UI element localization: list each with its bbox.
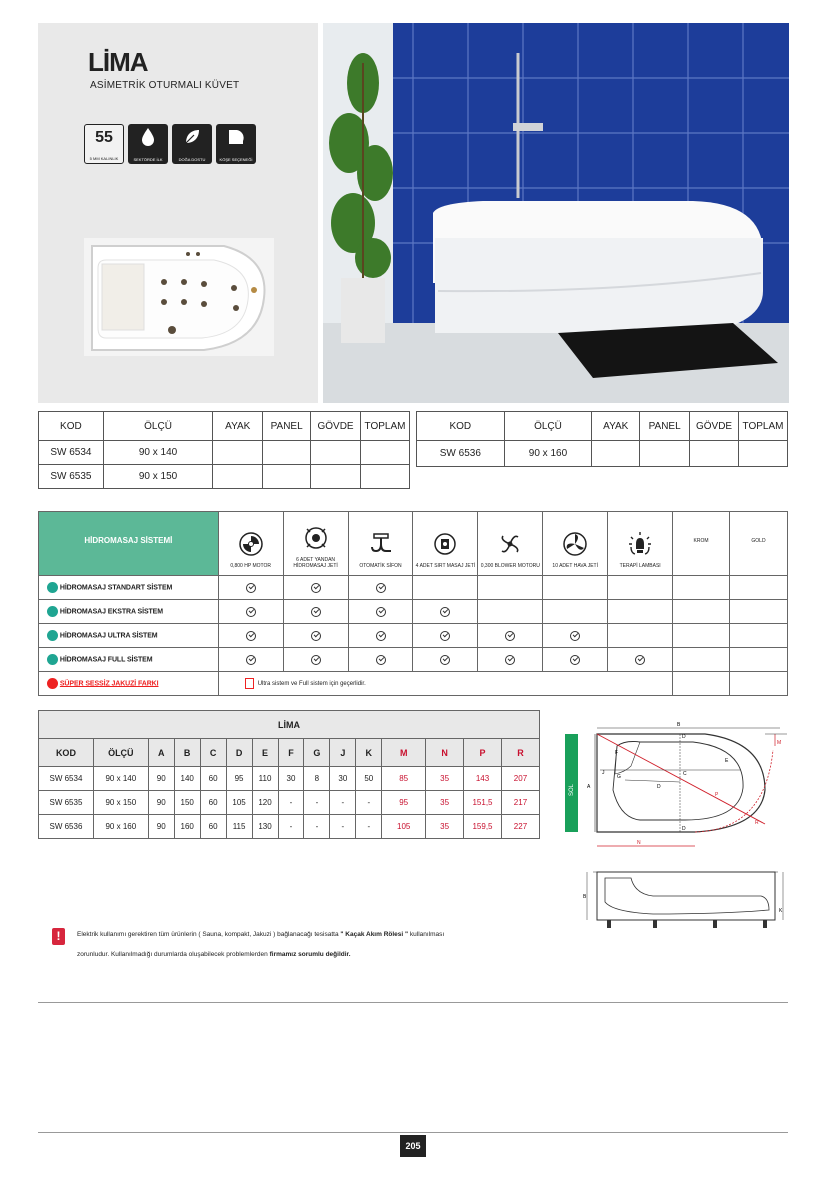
letter-d-bottom: D (682, 826, 686, 832)
letter-n: N (637, 840, 641, 846)
table-row (39, 441, 410, 465)
cell: 60 (200, 791, 226, 815)
price-table-left (38, 411, 410, 489)
check-icon (311, 607, 321, 617)
empty-cell (608, 600, 673, 624)
empty-cell (608, 576, 673, 600)
check-cell (413, 648, 478, 672)
empty-cell (729, 600, 787, 624)
eco-leaf-icon: DOĞA DOSTU (172, 124, 212, 164)
letter-b: B (677, 722, 681, 728)
col-ayak: AYAK (592, 412, 640, 441)
cell: 8 (304, 767, 330, 791)
cell: 150 (174, 791, 200, 815)
feature-badges (84, 124, 256, 164)
check-icon (376, 631, 386, 641)
cell: 151,5 (464, 791, 502, 815)
col-f: F (278, 739, 304, 767)
col-govde: GÖVDE (690, 412, 739, 441)
check-cell (413, 600, 478, 624)
check-cell (608, 648, 673, 672)
table-row (39, 767, 540, 791)
check-cell (218, 624, 283, 648)
cell: 60 (200, 767, 226, 791)
check-icon (311, 583, 321, 593)
letter-f: F (615, 750, 619, 756)
check-cell (283, 624, 348, 648)
check-cell (543, 648, 608, 672)
cell: 95 (226, 767, 252, 791)
feature-motor: 0,800 HP MOTOR (218, 512, 283, 576)
siphon-icon (368, 531, 394, 557)
footer-divider (38, 1132, 788, 1133)
check-icon (376, 583, 386, 593)
empty-cell (673, 600, 730, 624)
teal-dot-icon (47, 630, 58, 641)
cell: 115 (226, 815, 252, 839)
col-krom: KROM (673, 512, 730, 576)
check-icon (311, 631, 321, 641)
cell-empty (263, 441, 311, 465)
cell: 50 (356, 767, 382, 791)
check-icon (440, 631, 450, 641)
col-j: J (330, 739, 356, 767)
empty-cell (729, 624, 787, 648)
silent-row (39, 672, 788, 696)
letter-e: E (725, 758, 729, 764)
letter-c: C (683, 771, 687, 777)
check-icon (246, 607, 256, 617)
cell: 60 (200, 815, 226, 839)
col-olcu: ÖLÇÜ (103, 412, 213, 441)
empty-cell (543, 600, 608, 624)
empty-cell (729, 576, 787, 600)
letter-m: M (777, 740, 782, 746)
cell: 207 (501, 767, 539, 791)
hydromassage-title: HİDROMASAJ SİSTEMİ (39, 512, 219, 576)
col-r: R (501, 739, 539, 767)
check-icon (440, 607, 450, 617)
check-icon (246, 631, 256, 641)
check-cell (218, 648, 283, 672)
cell: - (330, 791, 356, 815)
col-panel: PANEL (263, 412, 311, 441)
cell-empty (263, 465, 311, 489)
cell: 90 x 140 (93, 767, 148, 791)
table-header-row (39, 412, 410, 441)
note-icon (245, 678, 254, 689)
cell-empty (361, 465, 410, 489)
col-olcu: ÖLÇÜ (93, 739, 148, 767)
cell-empty (739, 441, 788, 467)
top-view-diagram (565, 720, 787, 855)
dimensions-caption: LİMA (39, 711, 540, 739)
cell: - (356, 815, 382, 839)
product-title: LİMA (88, 47, 148, 77)
check-cell (478, 648, 543, 672)
check-icon (376, 607, 386, 617)
col-kod: KOD (417, 412, 505, 441)
letter-r: R (755, 820, 759, 826)
cell-empty (640, 441, 690, 467)
letter-p: P (715, 792, 719, 798)
cell: 110 (252, 767, 278, 791)
cell: 105 (226, 791, 252, 815)
system-row-full (39, 648, 788, 672)
dimensions-table (38, 710, 540, 839)
check-cell (348, 600, 413, 624)
cell: 90 (148, 767, 174, 791)
system-label: HİDROMASAJ FULL SİSTEM (39, 648, 219, 672)
cell: 217 (501, 791, 539, 815)
empty-cell (608, 624, 673, 648)
cell: 30 (330, 767, 356, 791)
teal-dot-icon (47, 654, 58, 665)
lamp-icon (627, 531, 653, 557)
system-label: HİDROMASAJ STANDART SİSTEM (39, 576, 219, 600)
cell: - (304, 791, 330, 815)
cell-olcu: 90 x 150 (103, 465, 213, 489)
letter-d-top: D (682, 734, 686, 740)
check-icon (440, 655, 450, 665)
bathroom-photo (323, 23, 789, 403)
tub-top-view-image (84, 238, 274, 356)
check-icon (246, 583, 256, 593)
page-number: 205 (400, 1135, 426, 1157)
table-row (417, 441, 788, 467)
table-row (39, 791, 540, 815)
letter-d: D (657, 784, 661, 790)
check-cell (543, 624, 608, 648)
feature-siphon: OTOMATİK SİFON (348, 512, 413, 576)
empty-cell (478, 600, 543, 624)
check-icon (505, 655, 515, 665)
cell: - (330, 815, 356, 839)
feature-side-jet: 6 ADET YANDAN HİDROMASAJ JETİ (283, 512, 348, 576)
product-subtitle: ASİMETRİK OTURMALI KÜVET (90, 80, 240, 91)
side-label-text: SOL (569, 783, 575, 797)
col-e: E (252, 739, 278, 767)
cell: SW 6536 (39, 815, 94, 839)
dimensions-header-row (39, 739, 540, 767)
check-cell (218, 600, 283, 624)
back-jet-icon (432, 531, 458, 557)
check-cell (283, 576, 348, 600)
system-row-ultra (39, 624, 788, 648)
feature-lamp: TERAPİ LAMBASI (608, 512, 673, 576)
check-cell (283, 648, 348, 672)
drop-icon: SEKTÖRDE İLK (128, 124, 168, 164)
col-kod: KOD (39, 739, 94, 767)
cell: 159,5 (464, 815, 502, 839)
cell-kod: SW 6535 (39, 465, 104, 489)
table-row (39, 815, 540, 839)
col-c: C (200, 739, 226, 767)
empty-cell (673, 624, 730, 648)
letter-a: A (587, 784, 591, 790)
cell: 90 (148, 791, 174, 815)
dimensions-caption-row (39, 711, 540, 739)
col-n: N (426, 739, 464, 767)
cell-kod: SW 6534 (39, 441, 104, 465)
empty-cell (729, 672, 787, 696)
col-govde: GÖVDE (311, 412, 361, 441)
cell: 160 (174, 815, 200, 839)
letter-j: J (602, 770, 605, 776)
check-icon (246, 655, 256, 665)
cell: 35 (426, 791, 464, 815)
cell-empty (311, 465, 361, 489)
cell: - (304, 815, 330, 839)
cell: 105 (382, 815, 426, 839)
check-cell (283, 600, 348, 624)
col-k: K (356, 739, 382, 767)
empty-cell (673, 648, 730, 672)
empty-cell (543, 576, 608, 600)
red-dot-icon (47, 678, 58, 689)
cell-empty (592, 441, 640, 467)
col-panel: PANEL (640, 412, 690, 441)
silent-label: SÜPER SESSİZ JAKUZİ FARKI (39, 672, 219, 696)
cell-empty (213, 441, 263, 465)
cell: 120 (252, 791, 278, 815)
motor-icon (238, 531, 264, 557)
check-icon (570, 655, 580, 665)
check-cell (348, 576, 413, 600)
check-cell (348, 624, 413, 648)
col-m: M (382, 739, 426, 767)
col-g: G (304, 739, 330, 767)
cell-olcu: 90 x 160 (504, 441, 592, 467)
cell-olcu: 90 x 140 (103, 441, 213, 465)
cell-empty (213, 465, 263, 489)
cell: 90 x 160 (93, 815, 148, 839)
empty-cell (673, 672, 730, 696)
warning-text: Elektrik kullanımı gerektiren tüm ürünlerin ( Sauna, kompakt, Jakuzi ) bağlanacağı tesisatta " Kaçak Akım Rölesi " kullanılması zorunludur. Kullanılmadığı durumlarda oluşabilecek problemlerden firmamız sorumlu değildir. (77, 931, 445, 958)
cell: SW 6534 (39, 767, 94, 791)
cell: 90 x 150 (93, 791, 148, 815)
hydromassage-header-row (39, 512, 788, 576)
cell: - (278, 791, 304, 815)
check-icon (311, 655, 321, 665)
col-b: B (174, 739, 200, 767)
letter-k: K (779, 908, 783, 914)
cell: 227 (501, 815, 539, 839)
letter-b-side: B (583, 894, 587, 900)
system-row-standart (39, 576, 788, 600)
cell: 90 (148, 815, 174, 839)
check-icon (570, 631, 580, 641)
col-gold: GOLD (729, 512, 787, 576)
cell: SW 6535 (39, 791, 94, 815)
letter-g: G (617, 774, 621, 780)
empty-cell (729, 648, 787, 672)
blower-icon (497, 531, 523, 557)
col-olcu: ÖLÇÜ (504, 412, 592, 441)
col-toplam: TOPLAM (739, 412, 788, 441)
check-icon (376, 655, 386, 665)
thickness-55-icon: 55 5 MM KALINLIK (84, 124, 124, 164)
price-table-right (416, 411, 788, 467)
side-view-diagram (583, 864, 788, 934)
air-jet-icon (562, 531, 588, 557)
warning-icon: ! (52, 928, 65, 945)
table-header-row (417, 412, 788, 441)
col-kod: KOD (39, 412, 104, 441)
hydromassage-table (38, 511, 788, 696)
system-label: HİDROMASAJ ULTRA SİSTEM (39, 624, 219, 648)
check-cell (413, 624, 478, 648)
system-row-ekstra (39, 600, 788, 624)
cell: 95 (382, 791, 426, 815)
empty-cell (673, 576, 730, 600)
feature-blower: 0,300 BLOWER MOTORU (478, 512, 543, 576)
empty-cell (478, 576, 543, 600)
teal-dot-icon (47, 582, 58, 593)
side-jet-icon (303, 525, 329, 551)
cell: 35 (426, 767, 464, 791)
empty-cell (413, 576, 478, 600)
check-icon (635, 655, 645, 665)
check-icon (505, 631, 515, 641)
cell: 130 (252, 815, 278, 839)
cell-empty (690, 441, 739, 467)
cell: 30 (278, 767, 304, 791)
cell: - (278, 815, 304, 839)
cell: 143 (464, 767, 502, 791)
table-row (39, 465, 410, 489)
side-label-bar (565, 734, 578, 832)
divider (38, 1002, 788, 1003)
cell: 140 (174, 767, 200, 791)
feature-air-jet: 10 ADET HAVA JETİ (543, 512, 608, 576)
system-label: HİDROMASAJ EKSTRA SİSTEM (39, 600, 219, 624)
col-toplam: TOPLAM (361, 412, 410, 441)
col-a: A (148, 739, 174, 767)
check-cell (218, 576, 283, 600)
feature-back-jet: 4 ADET SIRT MASAJ JETİ (413, 512, 478, 576)
col-d: D (226, 739, 252, 767)
teal-dot-icon (47, 606, 58, 617)
silent-note: Ultra sistem ve Full sistem için geçerlidir. (218, 672, 672, 696)
cell-empty (361, 441, 410, 465)
cell-empty (311, 441, 361, 465)
cell: 85 (382, 767, 426, 791)
check-cell (478, 624, 543, 648)
col-ayak: AYAK (213, 412, 263, 441)
cell-kod: SW 6536 (417, 441, 505, 467)
cell: 35 (426, 815, 464, 839)
check-cell (348, 648, 413, 672)
corner-icon: KÖŞE SEÇENEĞİ (216, 124, 256, 164)
col-p: P (464, 739, 502, 767)
cell: - (356, 791, 382, 815)
